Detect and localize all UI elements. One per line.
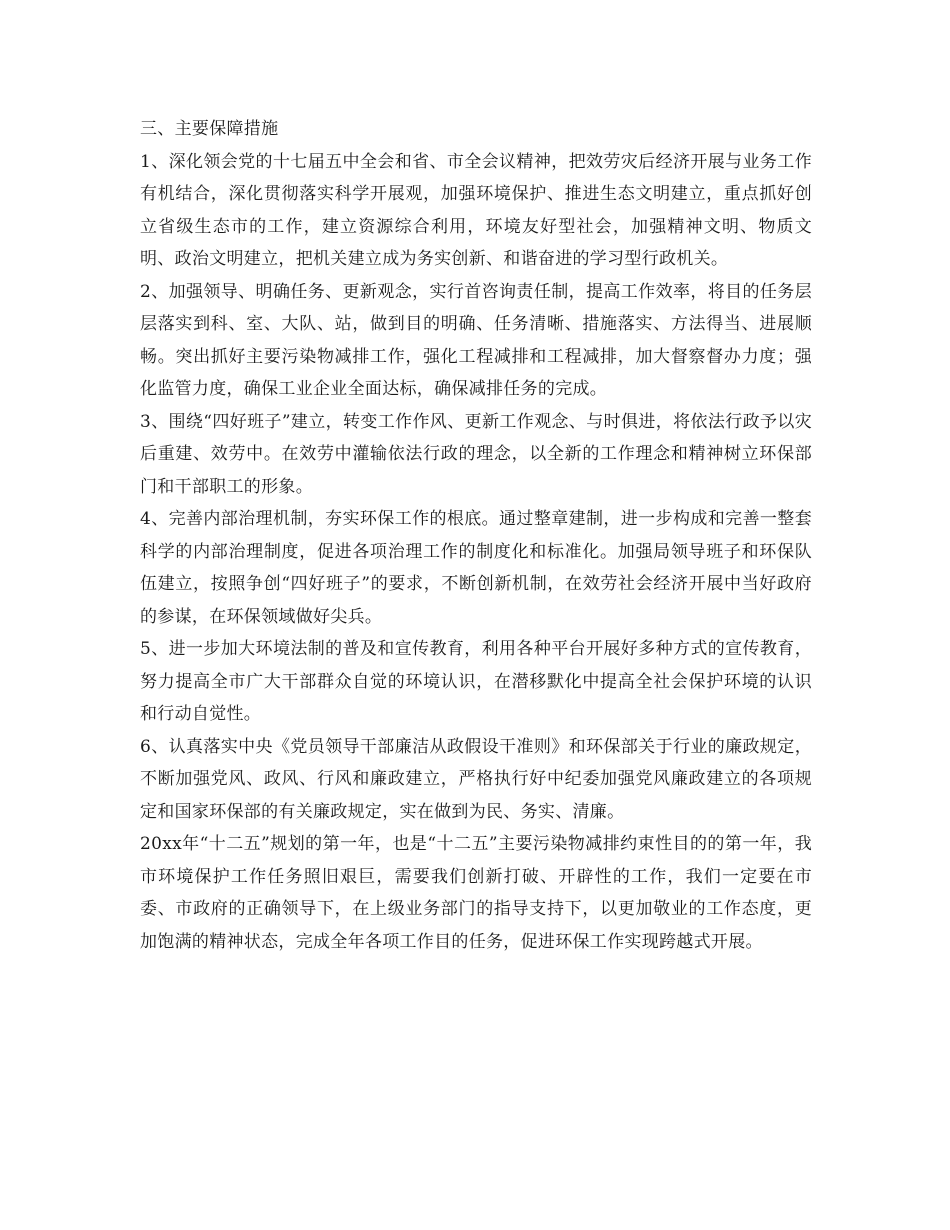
paragraph-3: 3、围绕“四好班子”建立，转变工作作风、更新工作观念、与时俱进，将依法行政予以灾后重建、效劳中。在效劳中灌输依法行政的理念，以全新的工作理念和精神树立环保部门和干部职工的形象。 [140,411,812,497]
section-heading: 三、主要保障措施 [140,119,279,139]
closing-paragraph: 20xx年“十二五”规划的第一年，也是“十二五”主要污染物减排约束性目的的第一年，我市环境保护工作任务照旧艰巨，需要我们创新打破、开辟性的工作，我们一定要在市委、市政府的正确领导下，在上级业务部门的指导支持下，以更加敬业的工作态度，更加饱满的精神状态，完成全年各项工作目的任务，促进环保工作实现跨越式开展。 [140,834,812,952]
document-body [140,113,812,958]
paragraph-1: 1、深化领会党的十七届五中全会和省、市全会议精神，把效劳灾后经济开展与业务工作有机结合，深化贯彻落实科学开展观，加强环境保护、推进生态文明建立，重点抓好创立省级生态市的工作，建立资源综合利用，环境友好型社会，加强精神文明、物质文明、政治文明建立，把机关建立成为务实创新、和谐奋进的学习型行政机关。 [140,151,812,269]
paragraph-2: 2、加强领导、明确任务、更新观念，实行首咨询责任制，提高工作效率，将目的任务层层落实到科、室、大队、站，做到目的明确、任务清晰、措施落实、方法得当、进展顺畅。突出抓好主要污染物减排工作，强化工程减排和工程减排，加大督察督办力度；强化监管力度，确保工业企业全面达标，确保减排任务的完成。 [140,281,812,399]
paragraph-5: 5、进一步加大环境法制的普及和宣传教育，利用各种平台开展好多种方式的宣传教育，努力提高全市广大干部群众自觉的环境认识，在潜移默化中提高全社会保护环境的认识和行动自觉性。 [140,639,812,724]
paragraph-4: 4、完善内部治理机制，夯实环保工作的根底。通过整章建制，进一步构成和完善一整套科学的内部治理制度，促进各项治理工作的制度化和标准化。加强局领导班子和环保队伍建立，按照争创“四好班子”的要求，不断创新机制，在效劳社会经济开展中当好政府的参谋，在环保领域做好尖兵。 [140,509,812,627]
paragraph-6: 6、认真落实中央《党员领导干部廉洁从政假设干准则》和环保部关于行业的廉政规定，不断加强党风、政风、行风和廉政建立，严格执行好中纪委加强党风廉政建立的各项规定和国家环保部的有关廉政规定，实在做到为民、务实、清廉。 [140,736,812,822]
